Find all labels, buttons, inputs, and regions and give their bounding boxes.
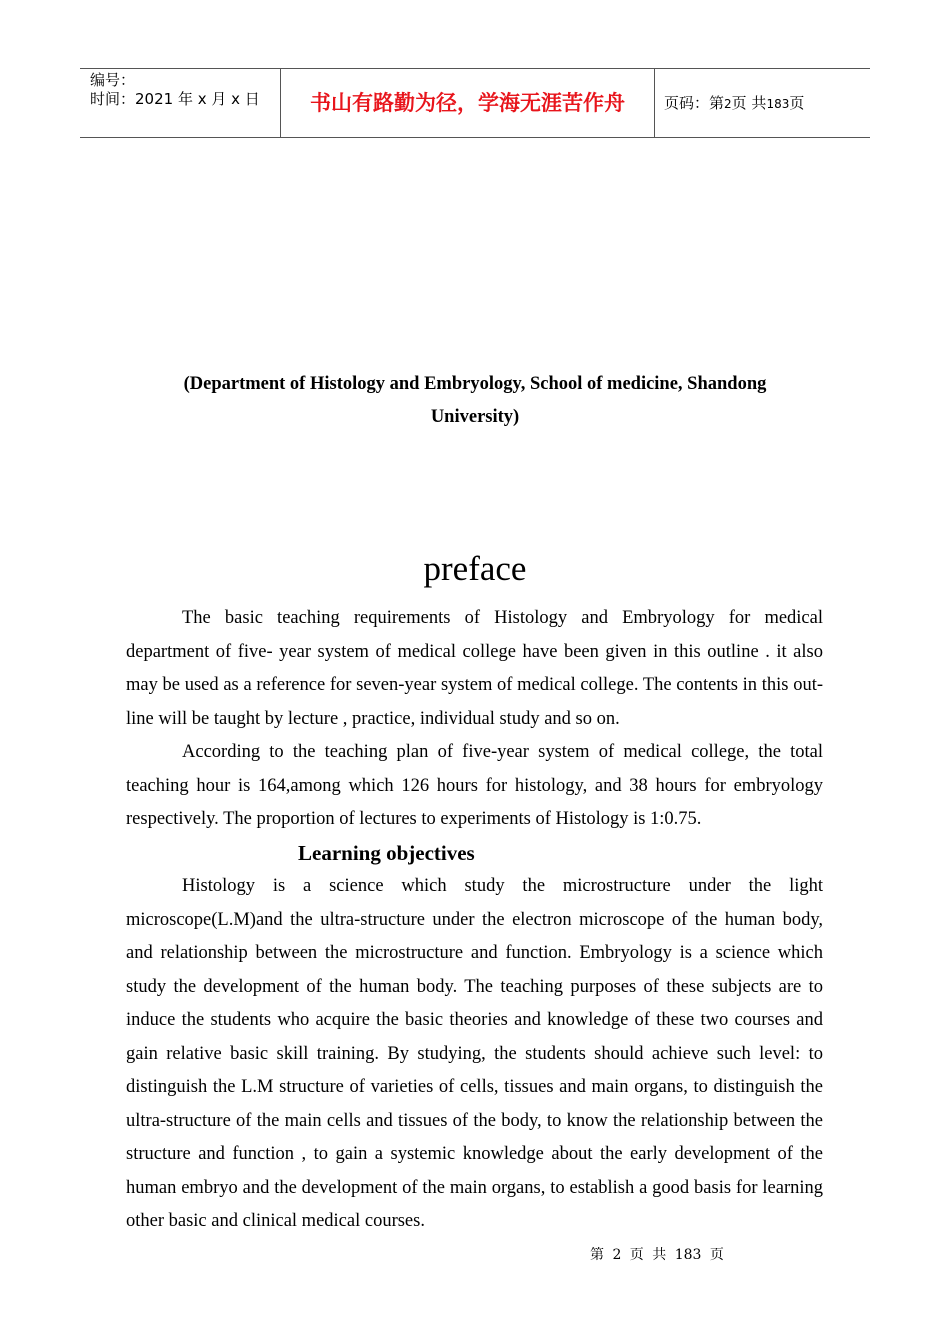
page-title: preface <box>423 549 527 588</box>
paragraph-objectives: Histology is a science which study the microstructure under the light microscope(L.M)and the ultra-structure under the electron microscope of the human body, and relationship between the microstructure and function. Embryology is a science which study the development of the human body. The teaching purposes of these subjects are to induce the students who acquire the basic theories and knowledge of these two courses and gain relative basic skill training. By studying, the students should achieve such level: to distinguish the L.M structure of varieties of cells, tissues and main organs, to distinguish the ultra-structure of the main cells and tissues of the body, to know the relationship between the structure and function , to gain a systemic knowledge about the early development of the human embryo and the development of the main organs, to establish a good basis for learning other basic and clinical medical courses. <box>126 876 823 1231</box>
affiliation-line-1: (Department of Histology and Embryology, School of medicine, Shandong <box>183 374 767 394</box>
page-footer: 第 2 页 共 183 页 <box>590 1247 724 1263</box>
affiliation <box>126 368 824 434</box>
page-prefix: 页码：第 <box>664 94 725 112</box>
header-table <box>80 68 870 138</box>
header-meta-cell <box>80 69 281 137</box>
paragraph-intro: The basic teaching requirements of Histology and Embryology for medical department of five- year system of medical college have been given in this outline . it also may be used as a reference for seven-year system of medical college. The contents in this out-line will be taught by lecture , practice, individual study and so on. <box>126 608 823 729</box>
page-number: 2 <box>724 97 732 111</box>
page-suffix: 页 <box>789 94 805 112</box>
affiliation-line-2: University) <box>430 407 520 427</box>
time-label: 时间：2021 年 x 月 x 日 <box>90 90 260 108</box>
header-page-info <box>655 69 870 137</box>
page-mid: 页 共 <box>731 94 767 112</box>
paragraph-teaching-plan: According to the teaching plan of five-year system of medical college, the total teaching hour is 164,among which 126 hours for histology, and 38 hours for embryology respectively. The proportion of lectures to experiments of Histology is 1:0.75. <box>126 742 823 829</box>
page-total: 183 <box>766 97 790 111</box>
code-label: 编号： <box>90 71 136 89</box>
header-motto: 书山有路勤为径，学海无涯苦作舟 <box>281 69 655 137</box>
section-heading: Learning objectives <box>298 841 475 865</box>
